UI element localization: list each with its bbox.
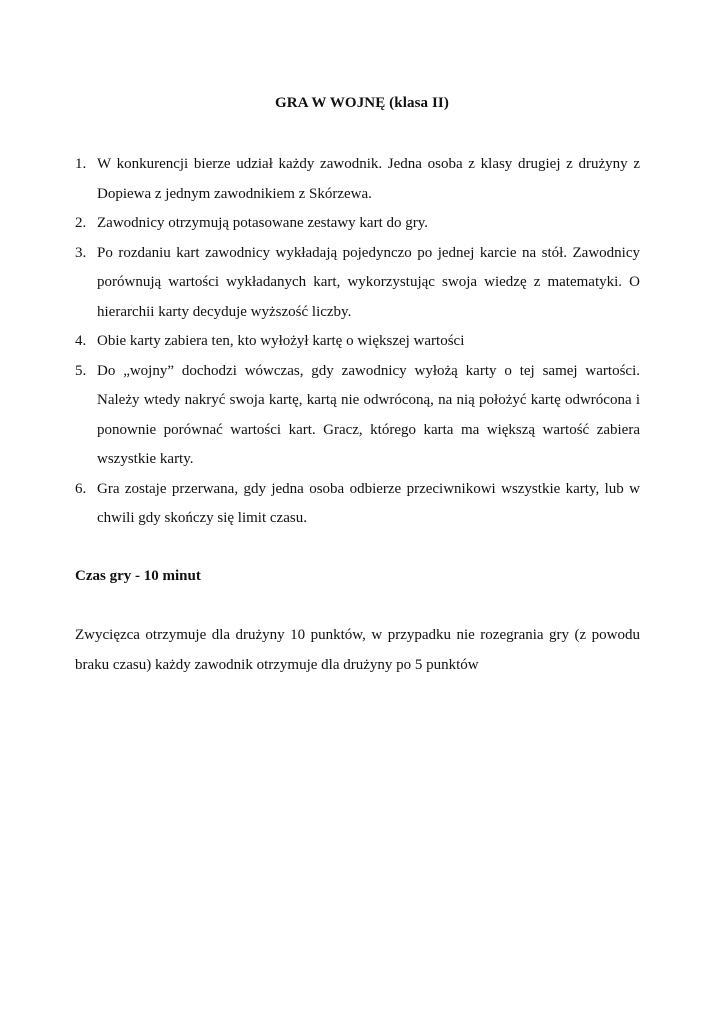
rules-list	[75, 150, 640, 534]
list-item-number: 2.	[75, 215, 87, 231]
list-item-number: 5.	[75, 362, 87, 379]
list-item-text: Do „wojny” dochodzi wówczas, gdy zawodnicy wyłożą karty o tej samej wartości. Należy wtedy nakryć swoja kartę, kartą nie odwróconą, na nią położyć kartę odwrócona i ponownie porównać wartości kart. Gracz, którego karta ma większą wartość zabiera wszystkie karty.	[97, 362, 640, 467]
list-item-number: 4.	[75, 333, 87, 349]
list-item-text: Obie karty zabiera ten, kto wyłożył kartę o większej wartości	[97, 333, 465, 349]
document-title: GRA W WOJNĘ (klasa II)	[275, 95, 449, 111]
list-item	[75, 209, 640, 239]
list-item-number: 1.	[75, 156, 87, 172]
list-item	[75, 357, 640, 475]
list-item-number: 6.	[75, 480, 87, 497]
list-item-number: 3.	[75, 244, 87, 261]
list-item-text: Zawodnicy otrzymują potasowane zestawy kart do gry.	[97, 215, 429, 231]
list-item	[75, 475, 640, 534]
list-item	[75, 327, 640, 357]
scoring-paragraph: Zwycięzca otrzymuje dla drużyny 10 punktów, w przypadku nie rozegrania gry (z powodu braku czasu) każdy zawodnik otrzymuje dla drużyny po 5 punktów	[75, 627, 640, 673]
list-item	[75, 150, 640, 209]
game-time-heading: Czas gry - 10 minut	[75, 568, 201, 584]
list-item-text: Po rozdaniu kart zawodnicy wykładają pojedynczo po jednej karcie na stół. Zawodnicy porównują wartości wykładanych kart, wykorzystując swoja wiedzę z matematyki. O hierarchii karty decyduje wyższość liczby.	[97, 244, 640, 320]
list-item-text: W konkurencji bierze udział każdy zawodnik. Jedna osoba z klasy drugiej z drużyny z Dopiewa z jednym zawodnikiem z Skórzewa.	[97, 156, 640, 202]
list-item-text: Gra zostaje przerwana, gdy jedna osoba odbierze przeciwnikowi wszystkie karty, lub w chwili gdy skończy się limit czasu.	[97, 480, 640, 526]
list-item	[75, 239, 640, 328]
